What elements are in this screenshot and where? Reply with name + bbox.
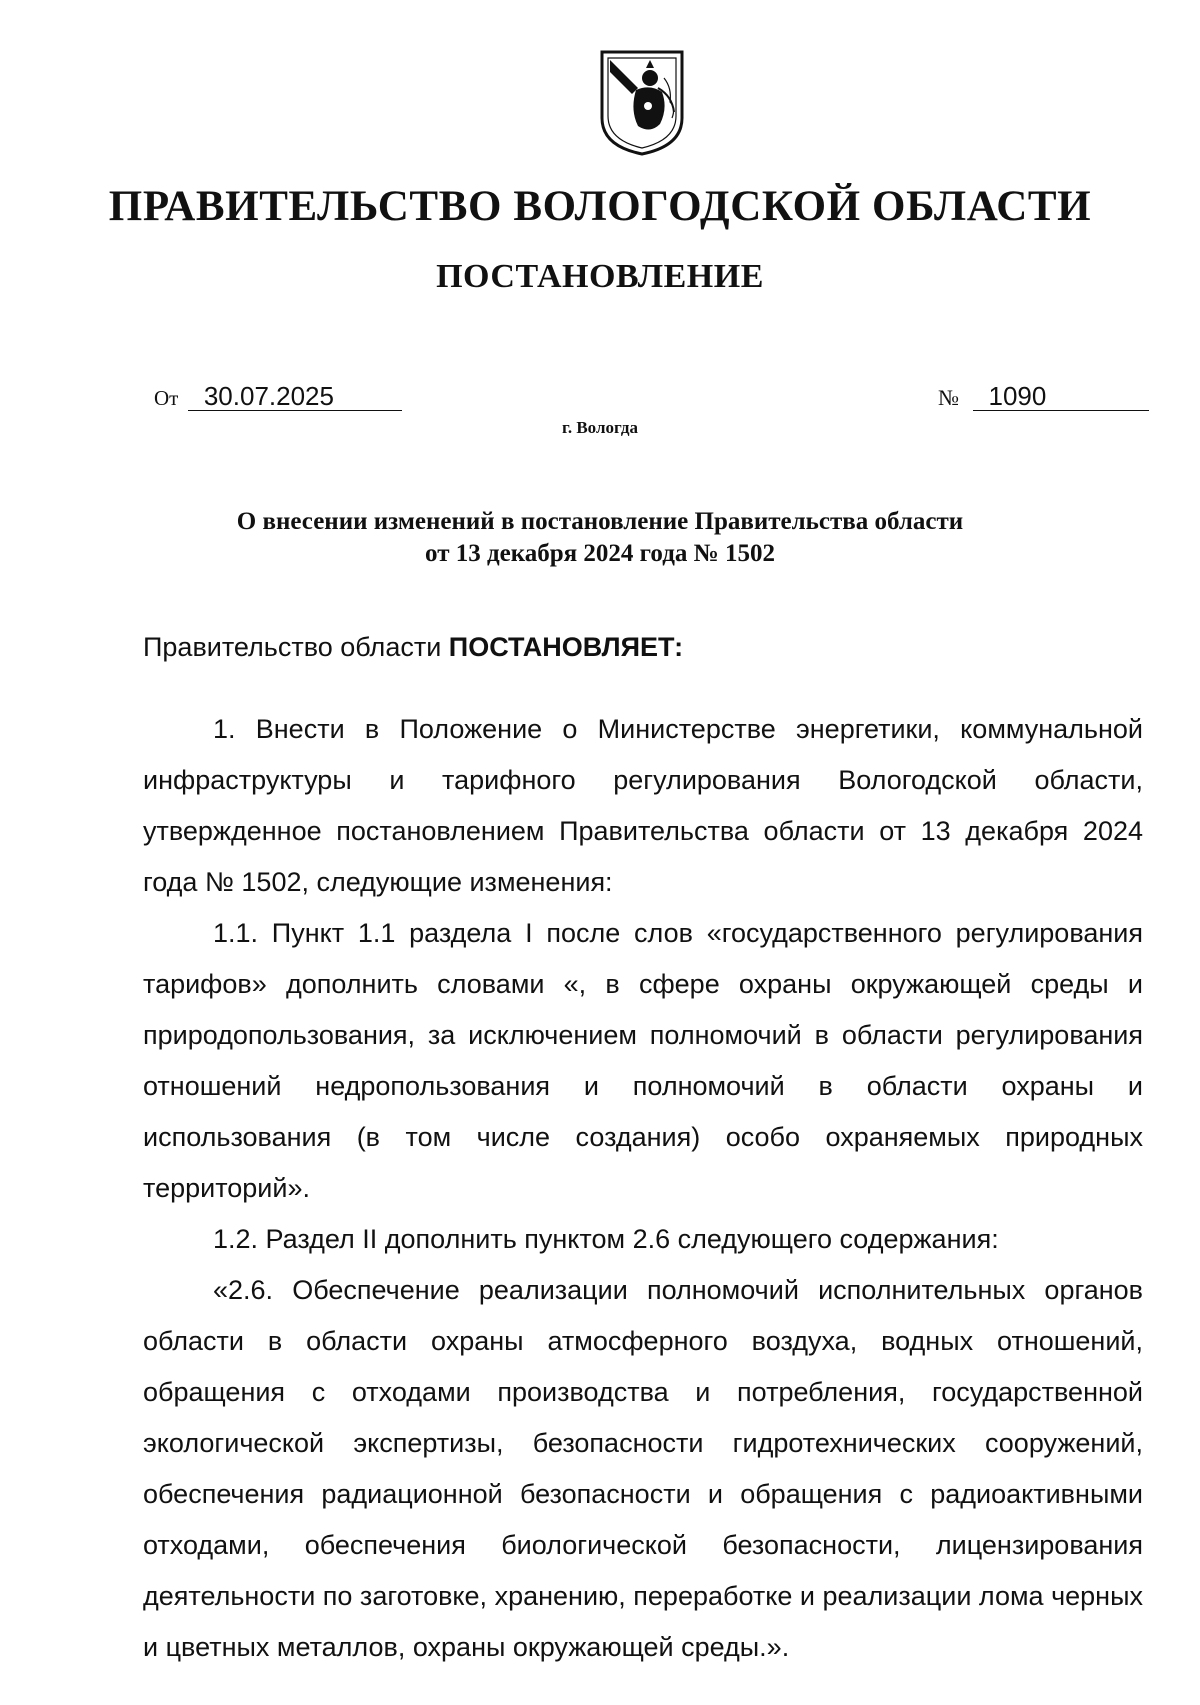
resolve-prefix: Правительство области xyxy=(143,632,449,662)
date-value: 30.07.2025 xyxy=(188,382,402,411)
paragraph-2-6: «2.6. Обеспечение реализации полномочий исполнительных органов области в области охраны атмосферного воздуха, водных отношений, обращения с отходами производства и потребления, государственной экологической экспертизы, безопасности гидротехнических сооружений, обеспечения радиационной безопасности и обращения с радиоактивными отходами, обеспечения биологической безопасности, лицензирования деятельности по заготовке, хранению, переработке и реализации лома черных и цветных металлов, охраны окружающей среды.». xyxy=(143,1275,1143,1662)
government-title: ПРАВИТЕЛЬСТВО ВОЛОГОДСКОЙ ОБЛАСТИ xyxy=(108,183,1092,230)
heading-line-2: от 13 декабря 2024 года № 1502 xyxy=(425,540,775,567)
number-row xyxy=(938,382,1149,411)
resolve-keyword: ПОСТАНОВЛЯЕТ: xyxy=(448,632,684,662)
document-body xyxy=(143,704,1143,1673)
city-label: г. Вологда xyxy=(562,418,638,437)
resolve-line xyxy=(143,632,683,663)
paragraph-1-1: 1.1. Пункт 1.1 раздела I после слов «государственного регулирования тарифов» дополнить словами «, в сфере охраны окружающей среды и природопользования, за исключением полномочий в области регулирования отношений недропользования и полномочий в области охраны и использования (в том числе создания) особо охраняемых природных территорий». xyxy=(143,918,1143,1203)
date-row xyxy=(154,382,402,411)
paragraph-1-2: 1.2. Раздел II дополнить пунктом 2.6 следующего содержания: xyxy=(213,1224,999,1254)
number-label: № xyxy=(938,385,959,410)
document-heading xyxy=(0,506,1200,570)
date-label: От xyxy=(154,386,179,410)
heading-line-1: О внесении изменений в постановление Правительства области xyxy=(236,508,964,535)
number-value: 1090 xyxy=(973,382,1149,411)
paragraph-1: 1. Внести в Положение о Министерстве энергетики, коммунальной инфраструктуры и тарифного регулирования Вологодской области, утвержденное постановлением Правительства области от 13 декабря 2024 года № 1502, следующие изменения: xyxy=(143,714,1143,897)
coat-of-arms-icon xyxy=(598,48,686,158)
document-type: ПОСТАНОВЛЕНИЕ xyxy=(436,258,764,295)
